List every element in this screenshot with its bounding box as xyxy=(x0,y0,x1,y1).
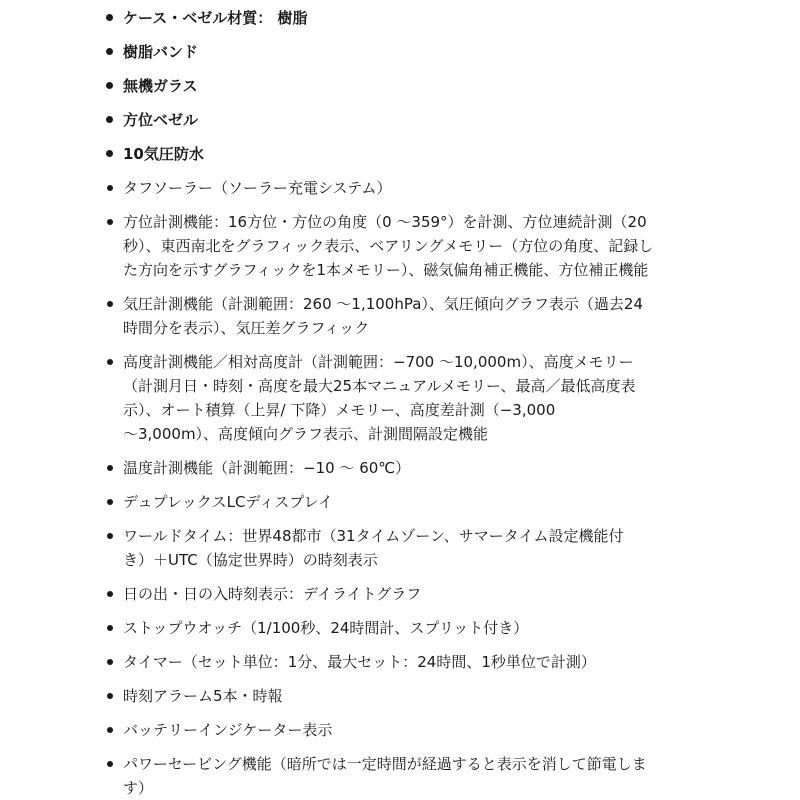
bullet-icon xyxy=(107,185,113,191)
spec-line: 示）、オート積算（上昇/ 下降）メモリー、高度差計測（−3,000 xyxy=(123,401,556,419)
spec-line: 高度計測機能／相対高度計（計測範囲：−700 〜10,000m）、高度メモリー xyxy=(123,353,634,371)
spec-text xyxy=(123,684,283,708)
spec-line: た方向を示すグラフィックを1本メモリー）、磁気偏角補正機能、方位補正機能 xyxy=(123,261,649,279)
spec-line: デュプレックスLCディスプレイ xyxy=(123,493,333,511)
spec-line: ストップウオッチ（1/100秒、24時間計、スプリット付き） xyxy=(123,619,529,637)
spec-line: 方位ベゼル xyxy=(123,111,199,129)
spec-text xyxy=(123,40,198,64)
spec-text xyxy=(123,650,596,674)
spec-text xyxy=(123,718,332,742)
bullet-icon xyxy=(107,301,113,307)
spec-text xyxy=(123,142,204,166)
bullet-icon xyxy=(107,533,113,539)
spec-text xyxy=(123,616,528,640)
spec-line: バッテリーインジケーター表示 xyxy=(123,721,333,739)
bullet-icon xyxy=(107,659,113,665)
bullet-icon xyxy=(106,82,113,89)
bullet-icon xyxy=(107,359,113,365)
spec-text xyxy=(123,74,198,98)
bullet-icon xyxy=(106,48,113,55)
bullet-icon xyxy=(107,499,113,505)
spec-line: 時刻アラーム5本・時報 xyxy=(123,687,283,705)
spec-line: 方位計測機能：16方位・方位の角度（0 〜359°）を計測、方位連続計測（20 xyxy=(123,213,647,231)
spec-line: 温度計測機能（計測範囲：−10 〜 60℃） xyxy=(123,459,411,477)
spec-text xyxy=(123,490,333,514)
spec-line: 気圧計測機能（計測範囲：260 〜1,100hPa）、気圧傾向グラフ表示（過去24 xyxy=(123,295,644,313)
bullet-icon xyxy=(106,150,113,157)
spec-line: 秒）、東西南北をグラフィック表示、ベアリングメモリー（方位の角度、記録し xyxy=(123,237,654,255)
spec-line: 時間分を表示）、気圧差グラフィック xyxy=(123,319,370,337)
spec-line: タイマー（セット単位：1分、最大セット：24時間、1秒単位で計測） xyxy=(123,653,596,671)
bullet-icon xyxy=(107,625,113,631)
spec-text xyxy=(123,350,635,446)
spec-line: （計測月日・時刻・高度を最大25本マニュアルメモリー、最高／最低高度表 xyxy=(123,377,636,395)
bullet-icon xyxy=(106,116,113,123)
bullet-icon xyxy=(107,219,113,225)
bullet-icon xyxy=(107,693,113,699)
spec-text xyxy=(123,752,647,800)
spec-text xyxy=(123,292,643,340)
spec-line: す） xyxy=(123,779,154,797)
bullet-icon xyxy=(107,761,113,767)
spec-text xyxy=(123,176,392,200)
bullet-icon xyxy=(107,591,113,597)
spec-text xyxy=(123,210,653,282)
spec-text xyxy=(123,456,410,480)
spec-line: 日の出・日の入時刻表示：デイライトグラフ xyxy=(123,585,422,603)
spec-text xyxy=(123,6,307,30)
spec-line: き）＋UTC（協定世界時）の時刻表示 xyxy=(123,551,378,569)
bullet-icon xyxy=(107,727,113,733)
bullet-icon xyxy=(106,14,113,21)
spec-line: パワーセービング機能（暗所では一定時間が経過すると表示を消して節電しま xyxy=(123,755,647,773)
spec-line: タフソーラー（ソーラー充電システム） xyxy=(123,179,392,197)
spec-text xyxy=(123,524,623,572)
spec-line: ワールドタイム：世界48都市（31タイムゾーン、サマータイム設定機能付 xyxy=(123,527,624,545)
spec-line: 〜3,000m）、高度傾向グラフ表示、計測間隔設定機能 xyxy=(123,425,489,443)
spec-line: 樹脂バンド xyxy=(123,43,199,61)
bullet-icon xyxy=(107,465,113,471)
spec-line: 10気圧防水 xyxy=(123,145,204,163)
spec-text xyxy=(123,582,421,606)
spec-line: ケース・ベゼル材質： 樹脂 xyxy=(123,9,308,27)
spec-line: 無機ガラス xyxy=(123,77,198,95)
spec-text xyxy=(123,108,198,132)
